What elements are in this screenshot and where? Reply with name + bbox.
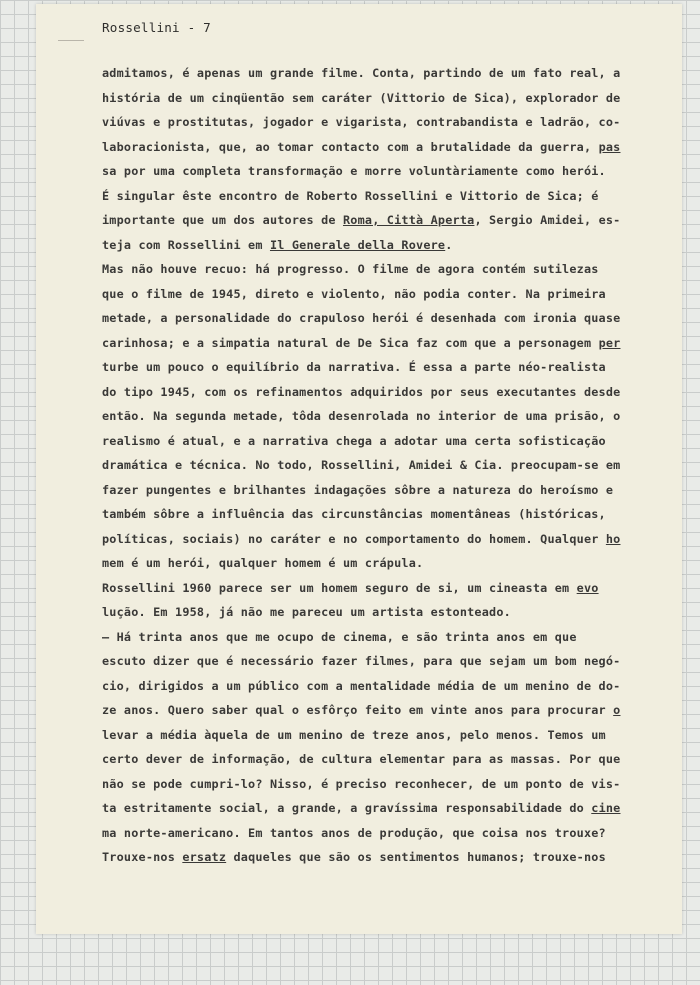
text-line	[102, 676, 620, 701]
body-text	[102, 63, 620, 872]
text-run: Mas não houve recuo: há progresso. O filme de agora contém sutilezas	[102, 262, 599, 276]
text-run: carinhosa; e a simpatia natural de De Sica faz com que a personagem	[102, 335, 599, 350]
text-line	[102, 847, 620, 872]
underlined-text: evo	[576, 580, 599, 595]
text-run: É singular êste encontro de Roberto Rossellini e Vittorio de Sica; é	[102, 188, 599, 203]
text-line	[102, 553, 620, 578]
text-run: viúvas e prostitutas, jogador e vigarista, contrabandista e ladrão, co-	[102, 115, 621, 129]
text-run: importante que um dos autores de	[102, 213, 343, 227]
text-line	[102, 700, 620, 725]
underlined-text: o	[613, 703, 621, 717]
text-line	[102, 798, 620, 823]
text-line	[102, 529, 620, 554]
text-run: certo dever de informação, de cultura elementar para as massas. Por que	[102, 752, 621, 766]
text-line	[102, 63, 620, 88]
text-run: .	[445, 237, 453, 252]
underlined-text: cine	[591, 801, 621, 815]
text-line	[102, 333, 620, 358]
text-line	[102, 504, 620, 529]
text-run: turbe um pouco o equilíbrio da narrativa. É essa a parte néo-realista	[102, 360, 606, 374]
underlined-text: Il Generale della Rovere	[269, 237, 446, 252]
text-line	[102, 602, 620, 627]
underlined-text: ho	[605, 531, 621, 546]
text-line	[102, 455, 620, 480]
text-run: história de um cinqüentão sem caráter (Vittorio de Sica), explorador de	[102, 90, 621, 105]
text-line	[102, 137, 620, 162]
text-run: ta estritamente social, a grande, a gravíssima responsabilidade do	[102, 801, 592, 815]
text-line	[102, 308, 620, 333]
text-run: escuto dizer que é necessário fazer filmes, para que sejam um bom negó-	[102, 654, 621, 668]
text-run: — Há trinta anos que me ocupo de cinema, e são trinta anos em que	[102, 629, 577, 644]
pencil-mark	[58, 40, 84, 41]
text-line	[102, 357, 620, 382]
text-run: Rossellini 1960 parece ser um homem seguro de si, um cineasta em	[102, 580, 577, 595]
text-run: cio, dirigidos a um público com a mentalidade média de um menino de do-	[102, 678, 621, 693]
text-line	[102, 186, 620, 211]
text-line	[102, 382, 620, 407]
text-line	[102, 161, 620, 186]
text-run: então. Na segunda metade, tôda desenrolada no interior de uma prisão, o	[102, 409, 621, 423]
text-run: também sôbre a influência das circunstâncias momentâneas (históricas,	[102, 507, 606, 521]
text-run: dramática e técnica. No todo, Rossellini, Amidei & Cia. preocupam-se em	[102, 458, 621, 472]
underlined-text: per	[598, 335, 621, 350]
text-run: do tipo 1945, com os refinamentos adquiridos por seus executantes desde	[102, 384, 621, 399]
text-run: políticas, sociais) no caráter e no comportamento do homem. Qualquer	[102, 531, 606, 546]
text-run: mem é um herói, qualquer homem é um crápula.	[102, 556, 424, 570]
text-run: , Sergio Amidei, es-	[474, 213, 621, 227]
text-run: lução. Em 1958, já não me pareceu um artista estonteado.	[102, 605, 511, 619]
text-line	[102, 259, 620, 284]
text-run: daqueles que são os sentimentos humanos; trouxe-nos	[226, 850, 606, 864]
text-run: sa por uma completa transformação e morre voluntàriamente como herói.	[102, 164, 606, 178]
text-run: que o filme de 1945, direto e violento, não podia conter. Na primeira	[102, 286, 606, 301]
text-line	[102, 112, 620, 137]
typewritten-page	[36, 4, 682, 934]
text-line	[102, 480, 620, 505]
text-line	[102, 774, 620, 799]
text-run: realismo é atual, e a narrativa chega a adotar uma certa sofisticação	[102, 433, 606, 448]
text-run: Trouxe-nos	[102, 850, 183, 864]
text-line	[102, 725, 620, 750]
underlined-text: ersatz	[182, 850, 227, 864]
text-line	[102, 431, 620, 456]
text-run: metade, a personalidade do crapuloso herói é desenhada com ironia quase	[102, 311, 621, 325]
text-run: admitamos, é apenas um grande filme. Conta, partindo de um fato real, a	[102, 66, 621, 80]
text-run: ma norte-americano. Em tantos anos de produção, que coisa nos trouxe?	[102, 825, 606, 840]
text-run: teja com Rossellini em	[102, 237, 270, 252]
text-run: laboracionista, que, ao tomar contacto com a brutalidade da guerra,	[102, 139, 599, 154]
page-header: Rossellini - 7	[102, 20, 211, 35]
text-line	[102, 823, 620, 848]
text-run: não se pode cumpri-lo? Nisso, é preciso reconhecer, de um ponto de vis-	[102, 776, 621, 791]
underlined-text: Roma, Città Aperta	[342, 213, 475, 227]
text-line	[102, 627, 620, 652]
text-line	[102, 578, 620, 603]
underlined-text: pas	[598, 139, 621, 154]
text-run: levar a média àquela de um menino de treze anos, pelo menos. Temos um	[102, 727, 606, 742]
text-line	[102, 749, 620, 774]
text-line	[102, 651, 620, 676]
text-run: ze anos. Quero saber qual o esfôrço feito em vinte anos para procurar	[102, 703, 614, 717]
text-line	[102, 406, 620, 431]
text-line	[102, 88, 620, 113]
text-run: fazer pungentes e brilhantes indagações sôbre a natureza do heroísmo e	[102, 482, 614, 497]
text-line	[102, 235, 620, 260]
text-line	[102, 284, 620, 309]
text-line	[102, 210, 620, 235]
